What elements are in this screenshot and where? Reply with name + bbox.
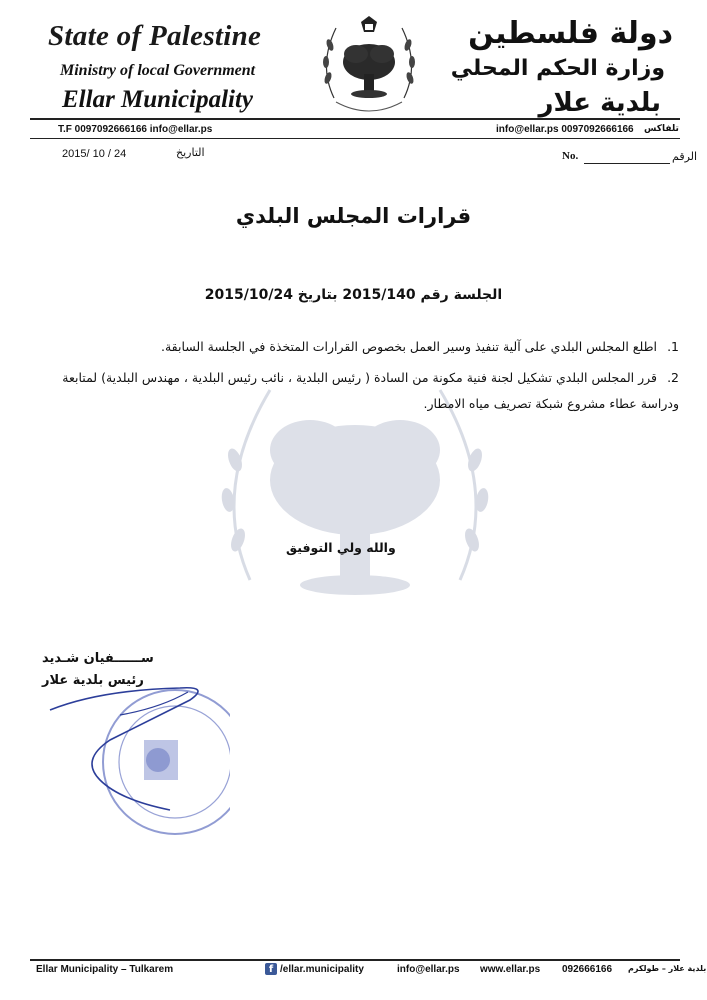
footer-divider xyxy=(30,959,680,961)
facebook-icon: f xyxy=(265,963,277,975)
decision-number: 2. xyxy=(667,370,679,385)
olive-tree-emblem-icon xyxy=(343,44,395,98)
footer-facebook[interactable]: /ellar.municipality xyxy=(280,964,364,975)
footer-phone: 092666166 xyxy=(562,964,613,975)
session-line: الجلسة رقم 2015/140 بتاريخ 2015/10/24 xyxy=(204,287,503,303)
signatory-title: رئيس بلدية علار xyxy=(42,673,144,688)
decision-item-2 xyxy=(39,365,679,417)
footer-arabic: بلدية علار – طولكرم xyxy=(628,964,707,973)
palestine-eagle-emblem-icon xyxy=(361,16,377,32)
ar-state-title: دولة فلسطين xyxy=(468,16,673,51)
signatory-name: ســــــفيان شـديد xyxy=(42,651,154,666)
header-contact-label: تلفاكس xyxy=(644,124,679,134)
decision-text: قرر المجلس البلدي تشكيل لجنة فنية مكونة من السادة ( رئيس البلدية ، نائب رئيس البلدية ، مهندس البلدية) لمتابعة ودراسة عطاء مشروع شبكة تصريف مياه الامطار. xyxy=(62,370,679,411)
en-municipality-title: Ellar Municipality xyxy=(62,86,254,113)
number-label: No. xyxy=(562,150,579,162)
ar-municipality-title: بلدية علار xyxy=(538,88,661,118)
number-label-ar: الرقم xyxy=(672,150,698,163)
header-contact-left: T.F 0097092666166 info@ellar.ps xyxy=(58,124,213,135)
document-heading: قرارات المجلس البلدي xyxy=(235,204,472,228)
date-label: التاريخ xyxy=(176,146,205,159)
footer-website[interactable]: www.ellar.ps xyxy=(480,964,541,975)
municipal-stamp-icon xyxy=(40,680,230,840)
header-divider xyxy=(30,118,680,120)
ar-ministry-title: وزارة الحكم المحلي xyxy=(450,56,665,81)
footer-municipality: Ellar Municipality – Tulkarem xyxy=(36,964,174,975)
decision-text: اطلع المجلس البلدي على آلية تنفيذ وسير العمل بخصوص القرارات المتخذة في الجلسة السابقة. xyxy=(160,339,658,354)
municipality-emblem-icon xyxy=(316,10,422,120)
date-value: 2015/ 10 / 24 xyxy=(62,148,127,160)
header-contact-right: info@ellar.ps 0097092666166 xyxy=(496,124,634,135)
decision-number: 1. xyxy=(667,339,679,354)
footer-email[interactable]: info@ellar.ps xyxy=(397,964,460,975)
number-blank-line xyxy=(584,163,670,164)
closing-line: والله ولي التوفيق xyxy=(286,540,396,555)
header-divider-thin xyxy=(30,138,680,139)
en-state-title: State of Palestine xyxy=(48,20,262,52)
en-ministry-title: Ministry of local Government xyxy=(60,62,256,79)
decision-item-1 xyxy=(39,334,679,360)
